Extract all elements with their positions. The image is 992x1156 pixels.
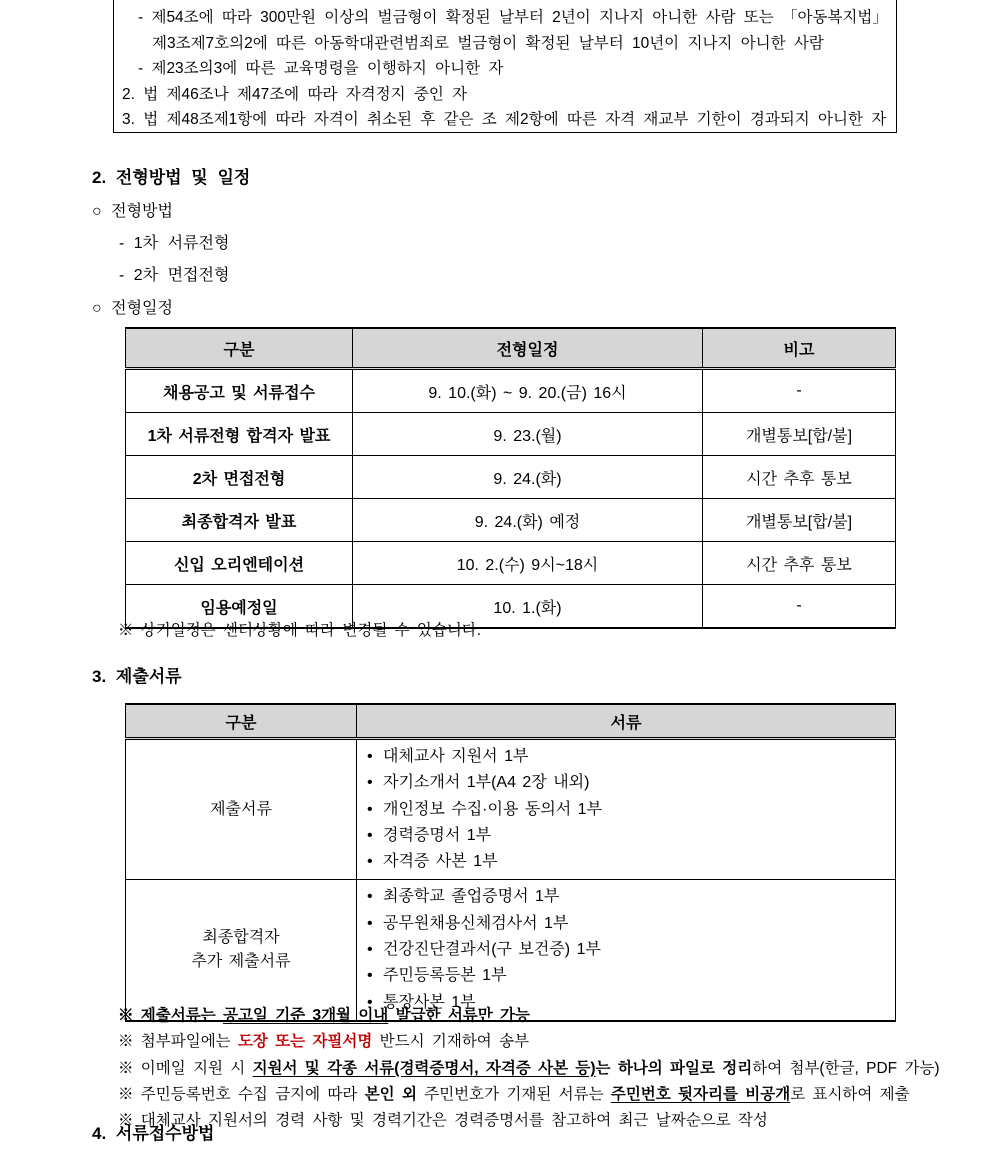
col-header-category: 구분 [126, 328, 353, 369]
cell-category: 1차 서류전형 합격자 발표 [126, 413, 353, 456]
cell-schedule: 9. 24.(화) [353, 456, 703, 499]
cell-category: 최종합격자 발표 [126, 499, 353, 542]
cell-category [126, 880, 357, 1021]
note-issue-period: ※ 제출서류는 공고일 기준 3개월 이내 발급한 서류만 가능 [118, 1007, 531, 1024]
cell-schedule: 10. 2.(수) 9시~18시 [353, 542, 703, 585]
category-line: 최종합격자 [202, 929, 280, 947]
method-item: - 2차 면접전형 [119, 267, 230, 284]
doc-item-text: 공무원채용신체검사서 1부 [383, 914, 569, 932]
cell-remark: 개별통보[합/불] [703, 413, 896, 456]
legal-line: 2. 법 제46조나 제47조에 따라 자격정지 중인 자 [122, 85, 468, 103]
legal-line: - 제54조에 따라 300만원 이상의 벌금형이 확정된 날부터 2년이 지나지 아니한 사람 또는 「아동복지법」 [138, 9, 888, 26]
col-header-schedule: 전형일정 [353, 328, 703, 369]
schedule-change-note: ※ 상기일정은 센터상황에 따라 변경될 수 있습니다. [118, 622, 482, 639]
bullet-icon: • [367, 748, 373, 765]
cell-documents [357, 739, 896, 880]
doc-item-text: 최종학교 졸업증명서 1부 [383, 888, 560, 906]
cell-category: 임용예정일 [126, 585, 353, 629]
list-item [367, 770, 895, 796]
list-item [367, 849, 895, 875]
disqualification-box [113, 0, 897, 133]
bullet-icon: • [367, 888, 373, 906]
cell-remark: 개별통보[합/불] [703, 499, 896, 542]
bullet-icon: • [367, 993, 373, 1011]
list-item [367, 744, 895, 770]
table-row [126, 739, 896, 880]
schedule-heading: ○ 전형일정 [92, 300, 173, 317]
table-header-row [126, 328, 896, 369]
cell-category: 신입 오리엔테이션 [126, 542, 353, 585]
list-item [367, 963, 895, 989]
doc-item-text: 대체교사 지원서 1부 [383, 748, 529, 765]
cell-category: 채용공고 및 서류접수 [126, 369, 353, 413]
list-item [367, 797, 895, 823]
note-career-order: ※ 대체교사 지원서의 경력 사항 및 경력기간은 경력증명서를 참고하여 최근 날짜순으로 작성 [118, 1112, 768, 1130]
notes-block [118, 1003, 940, 1134]
cell-remark: - [703, 369, 896, 413]
cell-remark: - [703, 585, 896, 629]
col-header-documents: 서류 [357, 704, 896, 739]
cell-remark: 시간 추후 통보 [703, 456, 896, 499]
bullet-icon: • [367, 853, 373, 871]
doc-item-text: 경력증명서 1부 [383, 826, 492, 844]
section-title-method-schedule: 2. 전형방법 및 일정 [92, 168, 251, 187]
cell-remark: 시간 추후 통보 [703, 542, 896, 585]
note-email-file: ※ 이메일 지원 시 지원서 및 각종 서류(경력증명서, 자격증 사본 등)는 하나의 파일로 정리하여 첨부(한글, PDF 가능) [118, 1059, 940, 1077]
col-header-category: 구분 [126, 704, 357, 739]
table-row [126, 456, 896, 499]
doc-item-text: 자격증 사본 1부 [383, 853, 498, 871]
bullet-icon: • [367, 967, 373, 985]
table-row [126, 369, 896, 413]
cell-schedule: 9. 24.(화) 예정 [353, 499, 703, 542]
table-row [126, 542, 896, 585]
table-row [126, 880, 896, 1021]
doc-item-text: 개인정보 수집·이용 동의서 1부 [383, 800, 603, 818]
cell-documents [357, 880, 896, 1021]
bullet-icon: • [367, 774, 373, 792]
bullet-icon: • [367, 914, 373, 932]
schedule-table [125, 327, 896, 629]
list-item [367, 884, 895, 910]
doc-item-text: 건강진단결과서(구 보건증) 1부 [383, 941, 601, 959]
method-heading: ○ 전형방법 [92, 203, 173, 220]
bullet-icon: • [367, 941, 373, 959]
cell-schedule: 9. 10.(화) ~ 9. 20.(금) 16시 [353, 369, 703, 413]
method-item: - 1차 서류전형 [119, 235, 230, 252]
legal-line: 제3조제7호의2에 따른 아동학대관련범죄로 벌금형이 확정된 날부터 10년이 지나지 아니한 사람 [152, 34, 824, 52]
category-line: 제출서류 [210, 800, 272, 818]
doc-item-text: 통장사본 1부 [383, 993, 476, 1011]
cell-schedule: 9. 23.(월) [353, 413, 703, 456]
bullet-icon: • [367, 800, 373, 818]
doc-item-text: 주민등록등본 1부 [383, 967, 507, 985]
cell-category [126, 739, 357, 880]
legal-line: - 제23조의3에 따른 교육명령을 이행하지 아니한 자 [138, 60, 504, 78]
table-row [126, 413, 896, 456]
note-resident-number: ※ 주민등록번호 수집 금지에 따라 본인 외 주민번호가 기재된 서류는 주민번호 뒷자리를 비공개로 표시하여 제출 [118, 1085, 910, 1103]
category-line: 추가 제출서류 [191, 953, 291, 971]
table-row [126, 499, 896, 542]
list-item [367, 911, 895, 937]
documents-table [125, 703, 896, 1022]
bullet-icon: • [367, 826, 373, 844]
list-item [367, 937, 895, 963]
section-title-documents: 3. 제출서류 [92, 667, 182, 686]
legal-line: 3. 법 제48조제1항에 따라 자격이 취소된 후 같은 조 제2항에 따른 자격 재교부 기한이 경과되지 아니한 자 [122, 111, 887, 129]
table-header-row [126, 704, 896, 739]
section-title-receipt: 4. 서류접수방법 [92, 1124, 215, 1143]
cell-schedule: 10. 1.(화) [353, 585, 703, 629]
col-header-remark: 비고 [703, 328, 896, 369]
doc-item-text: 자기소개서 1부(A4 2장 내외) [383, 774, 590, 792]
note-signature: ※ 첨부파일에는 도장 또는 자필서명 반드시 기재하여 송부 [118, 1033, 530, 1051]
list-item [367, 823, 895, 849]
cell-category: 2차 면접전형 [126, 456, 353, 499]
